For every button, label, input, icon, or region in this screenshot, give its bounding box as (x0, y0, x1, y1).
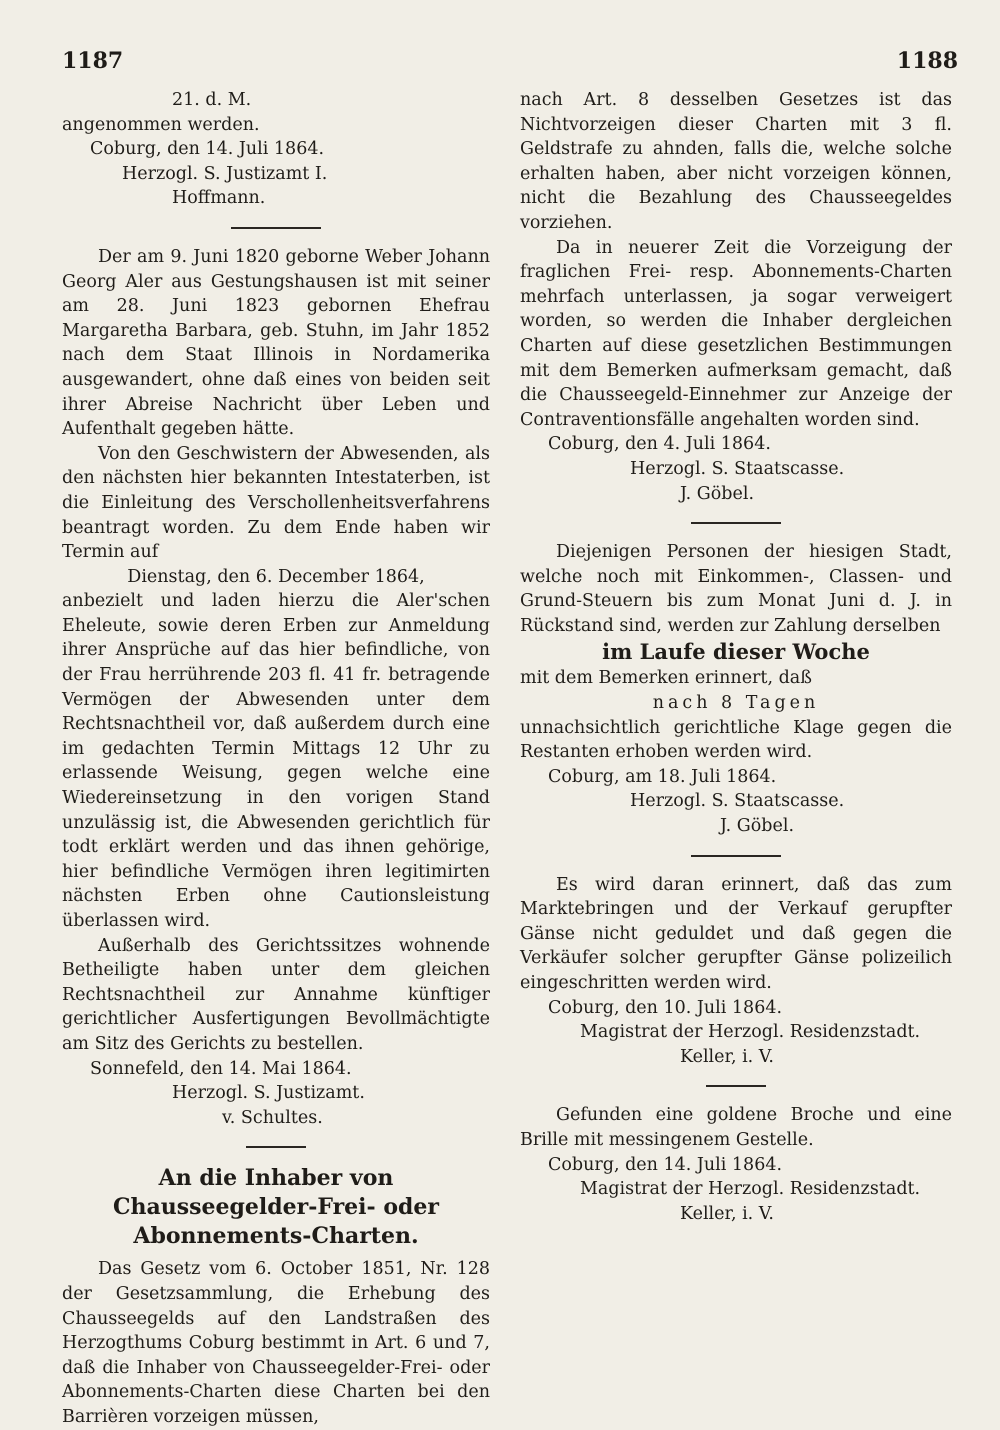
notice-term-date: Dienstag, den 6. December 1864, (127, 566, 425, 587)
fragment-authority: Herzogl. S. Justizamt I. (122, 163, 328, 184)
notice-authority: Herzogl. S. Justizamt. (172, 1083, 365, 1104)
chaussee-signature: J. Göbel. (680, 483, 755, 504)
divider-rule (231, 227, 321, 229)
right-column (520, 88, 952, 1226)
page-number-left: 1187 (62, 48, 124, 74)
fund-date: Coburg, den 14. Juli 1864. (548, 1154, 783, 1175)
left-column (62, 88, 490, 1430)
gaense-authority: Magistrat der Herzogl. Residenzstadt. (580, 1022, 921, 1043)
fund-authority: Magistrat der Herzogl. Residenzstadt. (580, 1179, 921, 1200)
notice-signature: v. Schultes. (222, 1107, 323, 1128)
steuer-signature: J. Göbel. (720, 816, 795, 837)
divider-rule (706, 1085, 766, 1087)
chaussee-date: Coburg, den 4. Juli 1864. (548, 434, 771, 455)
gaense-date: Coburg, den 10. Juli 1864. (548, 997, 783, 1018)
page-number-right: 1188 (896, 48, 958, 74)
chaussee-paragraph-1: Das Gesetz vom 6. October 1851, Nr. 128 der Gesetzsammlung, die Erhebung des Chausseegelds auf den Landstraßen des Herzogthums Coburg bestimmt in Art. 6 und 7, daß die Inhaber von Chausseegelder-Frei- oder Abonnements-Charten diese Charten bei den Barrièren vorzeigen müssen, (62, 1259, 490, 1427)
notice-paragraph-1: Der am 9. Juni 1820 geborne Weber Johann Georg Aler aus Gestungshausen ist mit seiner am 28. Juni 1823 gebornen Ehefrau Margaretha Barbara, geb. Stuhn, im Jahr 1852 nach dem Staat Illinois in Nordamerika ausgewandert, ohne daß eines von beiden seit ihrer Abreise Nachricht über Leben und Aufenthalt gegeben hätte. (62, 246, 490, 440)
gaense-paragraph: Es wird daran erinnert, daß das zum Marktebringen und der Verkauf gerupfter Gänse nicht geduldet und daß gegen die Verkäufer solcher gerupfter Gänse polizeilich eingeschritten werden wird. (520, 874, 952, 993)
fragment-line-2: angenommen werden. (62, 114, 260, 135)
steuer-paragraph-1: Diejenigen Personen der hiesigen Stadt, welche noch mit Einkommen-, Classen- und Grund-Steuern bis zum Monat Juni d. J. in Rückstand sind, werden zur Zahlung derselben (520, 542, 952, 636)
fund-paragraph: Gefunden eine goldene Broche und eine Brille mit messingenem Gestelle. (520, 1105, 952, 1150)
steuer-paragraph-2: mit dem Bemerken erinnert, daß (520, 668, 812, 689)
chaussee-paragraph-1-continued: nach Art. 8 desselben Gesetzes ist das Nichtvorzeigen dieser Charten mit 3 fl. Geldstrafe zu ahnden, falls die, welche solche erhalten haben, aber nicht vorzeigen können, nicht die Bezahlung des Chausseegeldes vorziehen. (520, 90, 952, 233)
notice-paragraph-2: Von den Geschwistern der Abwesenden, als den nächsten hier bekannten Intestaterben, ist die Einleitung des Verschollenheitsverfahrens beantragt worden. Zu dem Ende haben wir Termin auf (62, 443, 490, 563)
fragment-date: Coburg, den 14. Juli 1864. (90, 139, 325, 160)
steuer-authority: Herzogl. S. Staatscasse. (630, 791, 845, 812)
fragment-signature: Hoffmann. (172, 188, 266, 209)
gaense-signature: Keller, i. V. (680, 1046, 774, 1067)
section-heading: An die Inhaber von Chausseegelder-Frei- oder Abonnements-Charten. (113, 1165, 439, 1250)
notice-paragraph-4: Außerhalb des Gerichtssitzes wohnende Betheiligte haben unter dem gleichen Rechtsnachtheil zur Annahme künftiger gerichtlicher Ausfertigungen Bevollmächtigte am Sitz des Gerichts zu bestellen. (62, 935, 490, 1054)
fragment-line-1: 21. d. M. (172, 90, 252, 110)
steuer-date: Coburg, am 18. Juli 1864. (548, 766, 777, 787)
divider-rule (246, 1146, 306, 1148)
notice-paragraph-3: anbezielt und laden hierzu die Aler'schen Eheleute, sowie deren Erben zur Anmeldung ihrer Ansprüche auf das hier befindliche, von der Frau herrührende 203 fl. 41 fr. betragende Vermögen der Abwesenden unter dem Rechtsnachtheil vor, daß außerdem durch eine im gedachten Termin Mittags 12 Uhr zu erlassende Weisung, gegen welche eine Wiedereinsetzung in den vorigen Stand unzulässig ist, die Abwesenden gerichtlich für todt erklärt werden und das ihnen gehörige, hier befindliche Vermögen ihren legitimirten nächsten Erben ohne Cautionsleistung überlassen wird. (62, 591, 490, 931)
chaussee-authority: Herzogl. S. Staatscasse. (630, 458, 845, 479)
steuer-deadline: nach 8 Tagen (652, 693, 820, 714)
divider-rule (691, 522, 781, 524)
steuer-paragraph-3: unnachsichtlich gerichtliche Klage gegen die Restanten erhoben werden wird. (520, 717, 952, 763)
chaussee-paragraph-2: Da in neuerer Zeit die Vorzeigung der fraglichen Frei- resp. Abonnements-Charten mehrfach unterlassen, ja sogar verweigert worden, so werden die Inhaber dergleichen Charten auf diese gesetzlichen Bestimmungen mit dem Bemerken aufmerksam gemacht, daß die Chausseegeld-Einnehmer zur Anzeige der Contraventionsfälle angehalten worden sind. (520, 237, 952, 430)
fund-signature: Keller, i. V. (680, 1203, 774, 1224)
steuer-emphasis: im Laufe dieser Woche (602, 639, 870, 665)
divider-rule (691, 855, 781, 857)
notice-date: Sonnefeld, den 14. Mai 1864. (90, 1058, 352, 1079)
